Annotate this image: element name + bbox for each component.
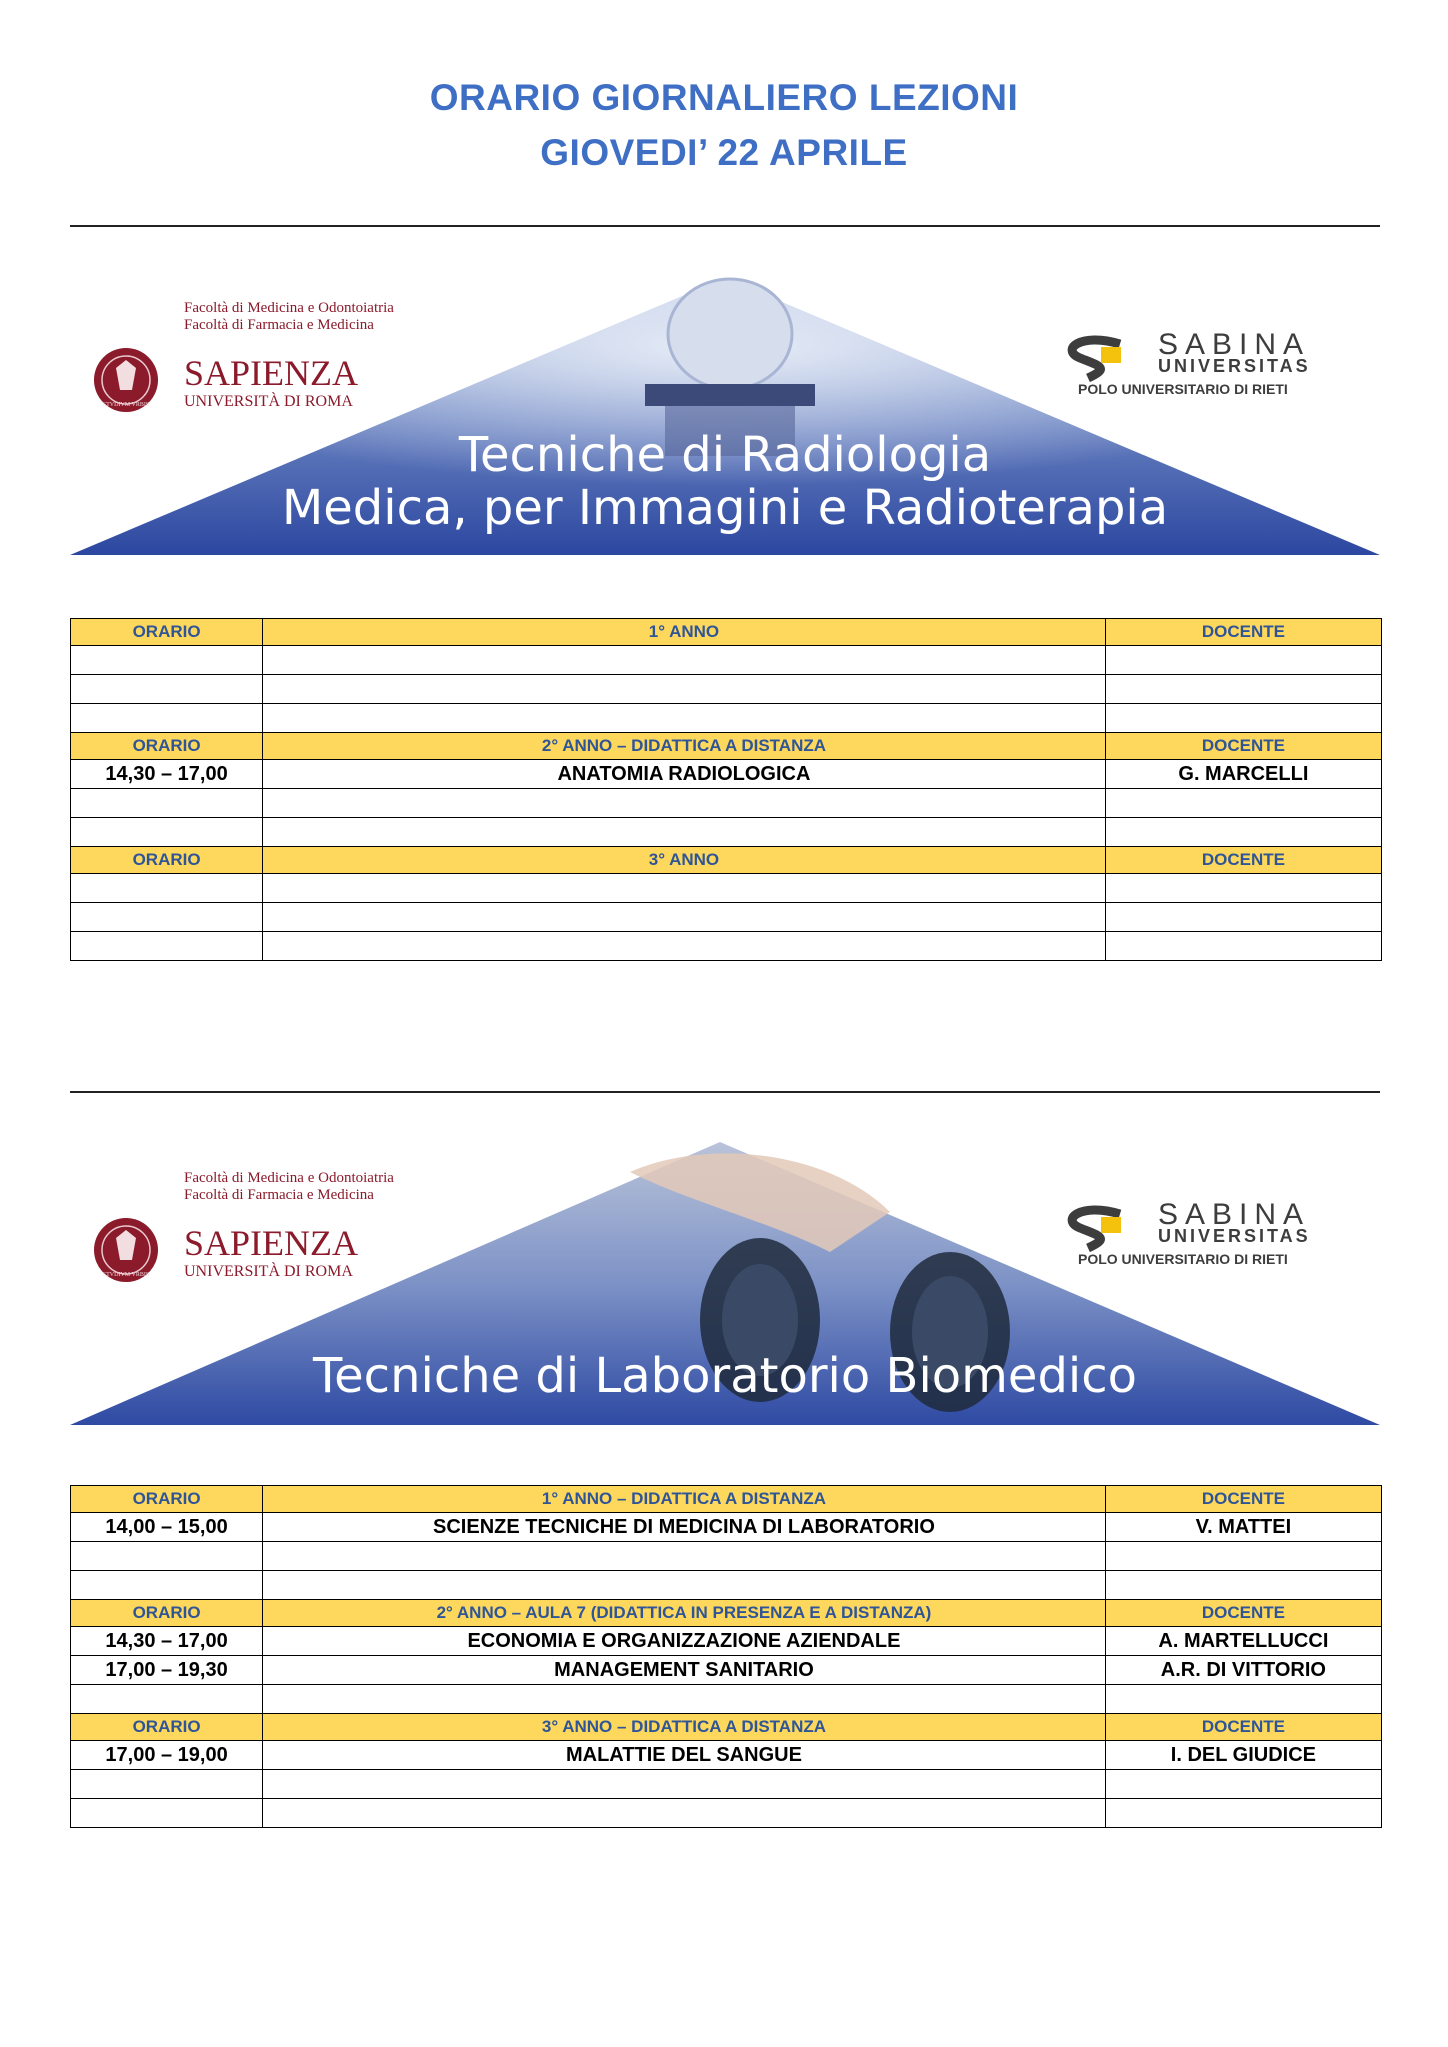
cell-orario	[71, 818, 263, 847]
table-section-header	[71, 619, 1382, 646]
cell-docente	[1105, 1799, 1381, 1828]
table-row	[71, 1799, 1382, 1828]
column-header-anno: 3° ANNO	[263, 847, 1106, 874]
table-row	[71, 932, 1382, 961]
table-row	[71, 1542, 1382, 1571]
partner-caption: POLO UNIVERSITARIO DI RIETI	[1078, 1251, 1288, 1267]
cell-orario	[71, 903, 263, 932]
column-header-anno: 2° ANNO – DIDATTICA A DISTANZA	[263, 733, 1106, 760]
column-header-anno: 1° ANNO	[263, 619, 1106, 646]
sapienza-seal-text: STVDIVM VRBIS	[102, 1272, 150, 1278]
table-row	[71, 789, 1382, 818]
cell-docente: I. DEL GIUDICE	[1105, 1741, 1381, 1770]
cell-corso	[263, 1542, 1106, 1571]
column-header-orario: ORARIO	[71, 1714, 263, 1741]
column-header-orario: ORARIO	[71, 1600, 263, 1627]
partner-name: SABINA	[1158, 1198, 1311, 1231]
table-section-header	[71, 1600, 1382, 1627]
cell-corso	[263, 675, 1106, 704]
cell-orario	[71, 1542, 263, 1571]
sapienza-seal-text: STVDIVM VRBIS	[102, 402, 150, 408]
table-row	[71, 874, 1382, 903]
table-row	[71, 1513, 1382, 1542]
university-name: SAPIENZA	[184, 1223, 359, 1263]
table-row	[71, 1656, 1382, 1685]
cell-corso: ECONOMIA E ORGANIZZAZIONE AZIENDALE	[263, 1627, 1106, 1656]
partner-sub: UNIVERSITAS	[1158, 1226, 1311, 1246]
cell-docente: G. MARCELLI	[1105, 760, 1381, 789]
cell-orario: 14,00 – 15,00	[71, 1513, 263, 1542]
cell-orario	[71, 646, 263, 675]
cell-orario: 17,00 – 19,30	[71, 1656, 263, 1685]
partner-sub: UNIVERSITAS	[1158, 356, 1311, 376]
cell-corso	[263, 1571, 1106, 1600]
sapienza-logo	[94, 300, 394, 412]
column-header-orario: ORARIO	[71, 733, 263, 760]
cell-orario	[71, 1685, 263, 1714]
cell-corso	[263, 704, 1106, 733]
cell-corso	[263, 1685, 1106, 1714]
cell-docente: A.R. DI VITTORIO	[1105, 1656, 1381, 1685]
cell-orario	[71, 874, 263, 903]
cell-corso	[263, 646, 1106, 675]
column-header-anno: 2° ANNO – AULA 7 (DIDATTICA IN PRESENZA E A DISTANZA)	[263, 1600, 1106, 1627]
table-row	[71, 704, 1382, 733]
cell-docente	[1105, 1770, 1381, 1799]
cell-docente	[1105, 818, 1381, 847]
cell-orario	[71, 1799, 263, 1828]
cell-orario: 14,30 – 17,00	[71, 1627, 263, 1656]
cell-corso: SCIENZE TECNICHE DI MEDICINA DI LABORATORIO	[263, 1513, 1106, 1542]
cell-orario	[71, 789, 263, 818]
table-row	[71, 903, 1382, 932]
cell-corso: MANAGEMENT SANITARIO	[263, 1656, 1106, 1685]
partner-name: SABINA	[1158, 328, 1311, 361]
divider-middle	[70, 1091, 1380, 1093]
cell-docente	[1105, 789, 1381, 818]
table-section-header	[71, 1486, 1382, 1513]
cell-orario	[71, 1571, 263, 1600]
column-header-anno: 3° ANNO – DIDATTICA A DISTANZA	[263, 1714, 1106, 1741]
column-header-docente: DOCENTE	[1105, 733, 1381, 760]
cell-corso	[263, 874, 1106, 903]
cell-docente: V. MATTEI	[1105, 1513, 1381, 1542]
university-sub: UNIVERSITÀ DI ROMA	[184, 1263, 353, 1280]
table-row	[71, 1571, 1382, 1600]
cell-docente	[1105, 1571, 1381, 1600]
cell-orario	[71, 932, 263, 961]
cell-orario	[71, 1770, 263, 1799]
cell-corso: ANATOMIA RADIOLOGICA	[263, 760, 1106, 789]
page-title-line-1: ORARIO GIORNALIERO LEZIONI	[429, 77, 1019, 118]
table-row	[71, 1627, 1382, 1656]
university-name: SAPIENZA	[184, 353, 359, 393]
table-row	[71, 818, 1382, 847]
faculty-line-2: Facoltà di Farmacia e Medicina	[184, 317, 374, 333]
column-header-docente: DOCENTE	[1105, 619, 1381, 646]
page-title-line-2: GIOVEDI’ 22 APRILE	[540, 132, 908, 173]
course-title-line-1: Tecniche di Laboratorio Biomedico	[312, 1348, 1138, 1404]
table-row	[71, 760, 1382, 789]
faculty-line-1: Facoltà di Medicina e Odontoiatria	[184, 300, 394, 316]
cell-docente	[1105, 646, 1381, 675]
cell-docente	[1105, 704, 1381, 733]
cell-docente	[1105, 903, 1381, 932]
course-title-line-1: Tecniche di Radiologia	[458, 427, 992, 483]
table-row	[71, 1770, 1382, 1799]
column-header-docente: DOCENTE	[1105, 1600, 1381, 1627]
cell-corso	[263, 932, 1106, 961]
cell-corso	[263, 789, 1106, 818]
column-header-docente: DOCENTE	[1105, 1714, 1381, 1741]
column-header-docente: DOCENTE	[1105, 847, 1381, 874]
cell-docente	[1105, 874, 1381, 903]
table-row	[71, 1741, 1382, 1770]
cell-orario: 17,00 – 19,00	[71, 1741, 263, 1770]
book-icon	[1101, 347, 1121, 363]
partner-caption: POLO UNIVERSITARIO DI RIETI	[1078, 381, 1288, 397]
cell-corso	[263, 1770, 1106, 1799]
table-section-header	[71, 1714, 1382, 1741]
cell-docente	[1105, 675, 1381, 704]
schedule-table-radiologia	[70, 618, 1382, 961]
banner-laboratorio	[70, 1142, 1380, 1427]
cell-corso	[263, 1799, 1106, 1828]
table-row	[71, 646, 1382, 675]
cell-corso	[263, 818, 1106, 847]
cell-docente	[1105, 932, 1381, 961]
cell-corso	[263, 903, 1106, 932]
sapienza-logo	[94, 1170, 394, 1282]
table-row	[71, 1685, 1382, 1714]
university-sub: UNIVERSITÀ DI ROMA	[184, 393, 353, 410]
table-section-header	[71, 847, 1382, 874]
banner-radiologia	[70, 272, 1380, 557]
sabina-logo	[1072, 1198, 1311, 1267]
cell-docente	[1105, 1685, 1381, 1714]
column-header-orario: ORARIO	[71, 847, 263, 874]
cell-corso: MALATTIE DEL SANGUE	[263, 1741, 1106, 1770]
cell-orario	[71, 675, 263, 704]
cell-docente: A. MARTELLUCCI	[1105, 1627, 1381, 1656]
divider-top	[70, 225, 1380, 227]
schedule-table-laboratorio	[70, 1485, 1382, 1828]
column-header-docente: DOCENTE	[1105, 1486, 1381, 1513]
column-header-orario: ORARIO	[71, 619, 263, 646]
table-row	[71, 675, 1382, 704]
faculty-line-1: Facoltà di Medicina e Odontoiatria	[184, 1170, 394, 1186]
book-icon	[1101, 1217, 1121, 1233]
table-section-header	[71, 733, 1382, 760]
cell-orario: 14,30 – 17,00	[71, 760, 263, 789]
sabina-logo	[1072, 328, 1311, 397]
cell-orario	[71, 704, 263, 733]
cell-docente	[1105, 1542, 1381, 1571]
column-header-orario: ORARIO	[71, 1486, 263, 1513]
course-title-line-2: Medica, per Immagini e Radioterapia	[281, 480, 1169, 536]
column-header-anno: 1° ANNO – DIDATTICA A DISTANZA	[263, 1486, 1106, 1513]
faculty-line-2: Facoltà di Farmacia e Medicina	[184, 1187, 374, 1203]
